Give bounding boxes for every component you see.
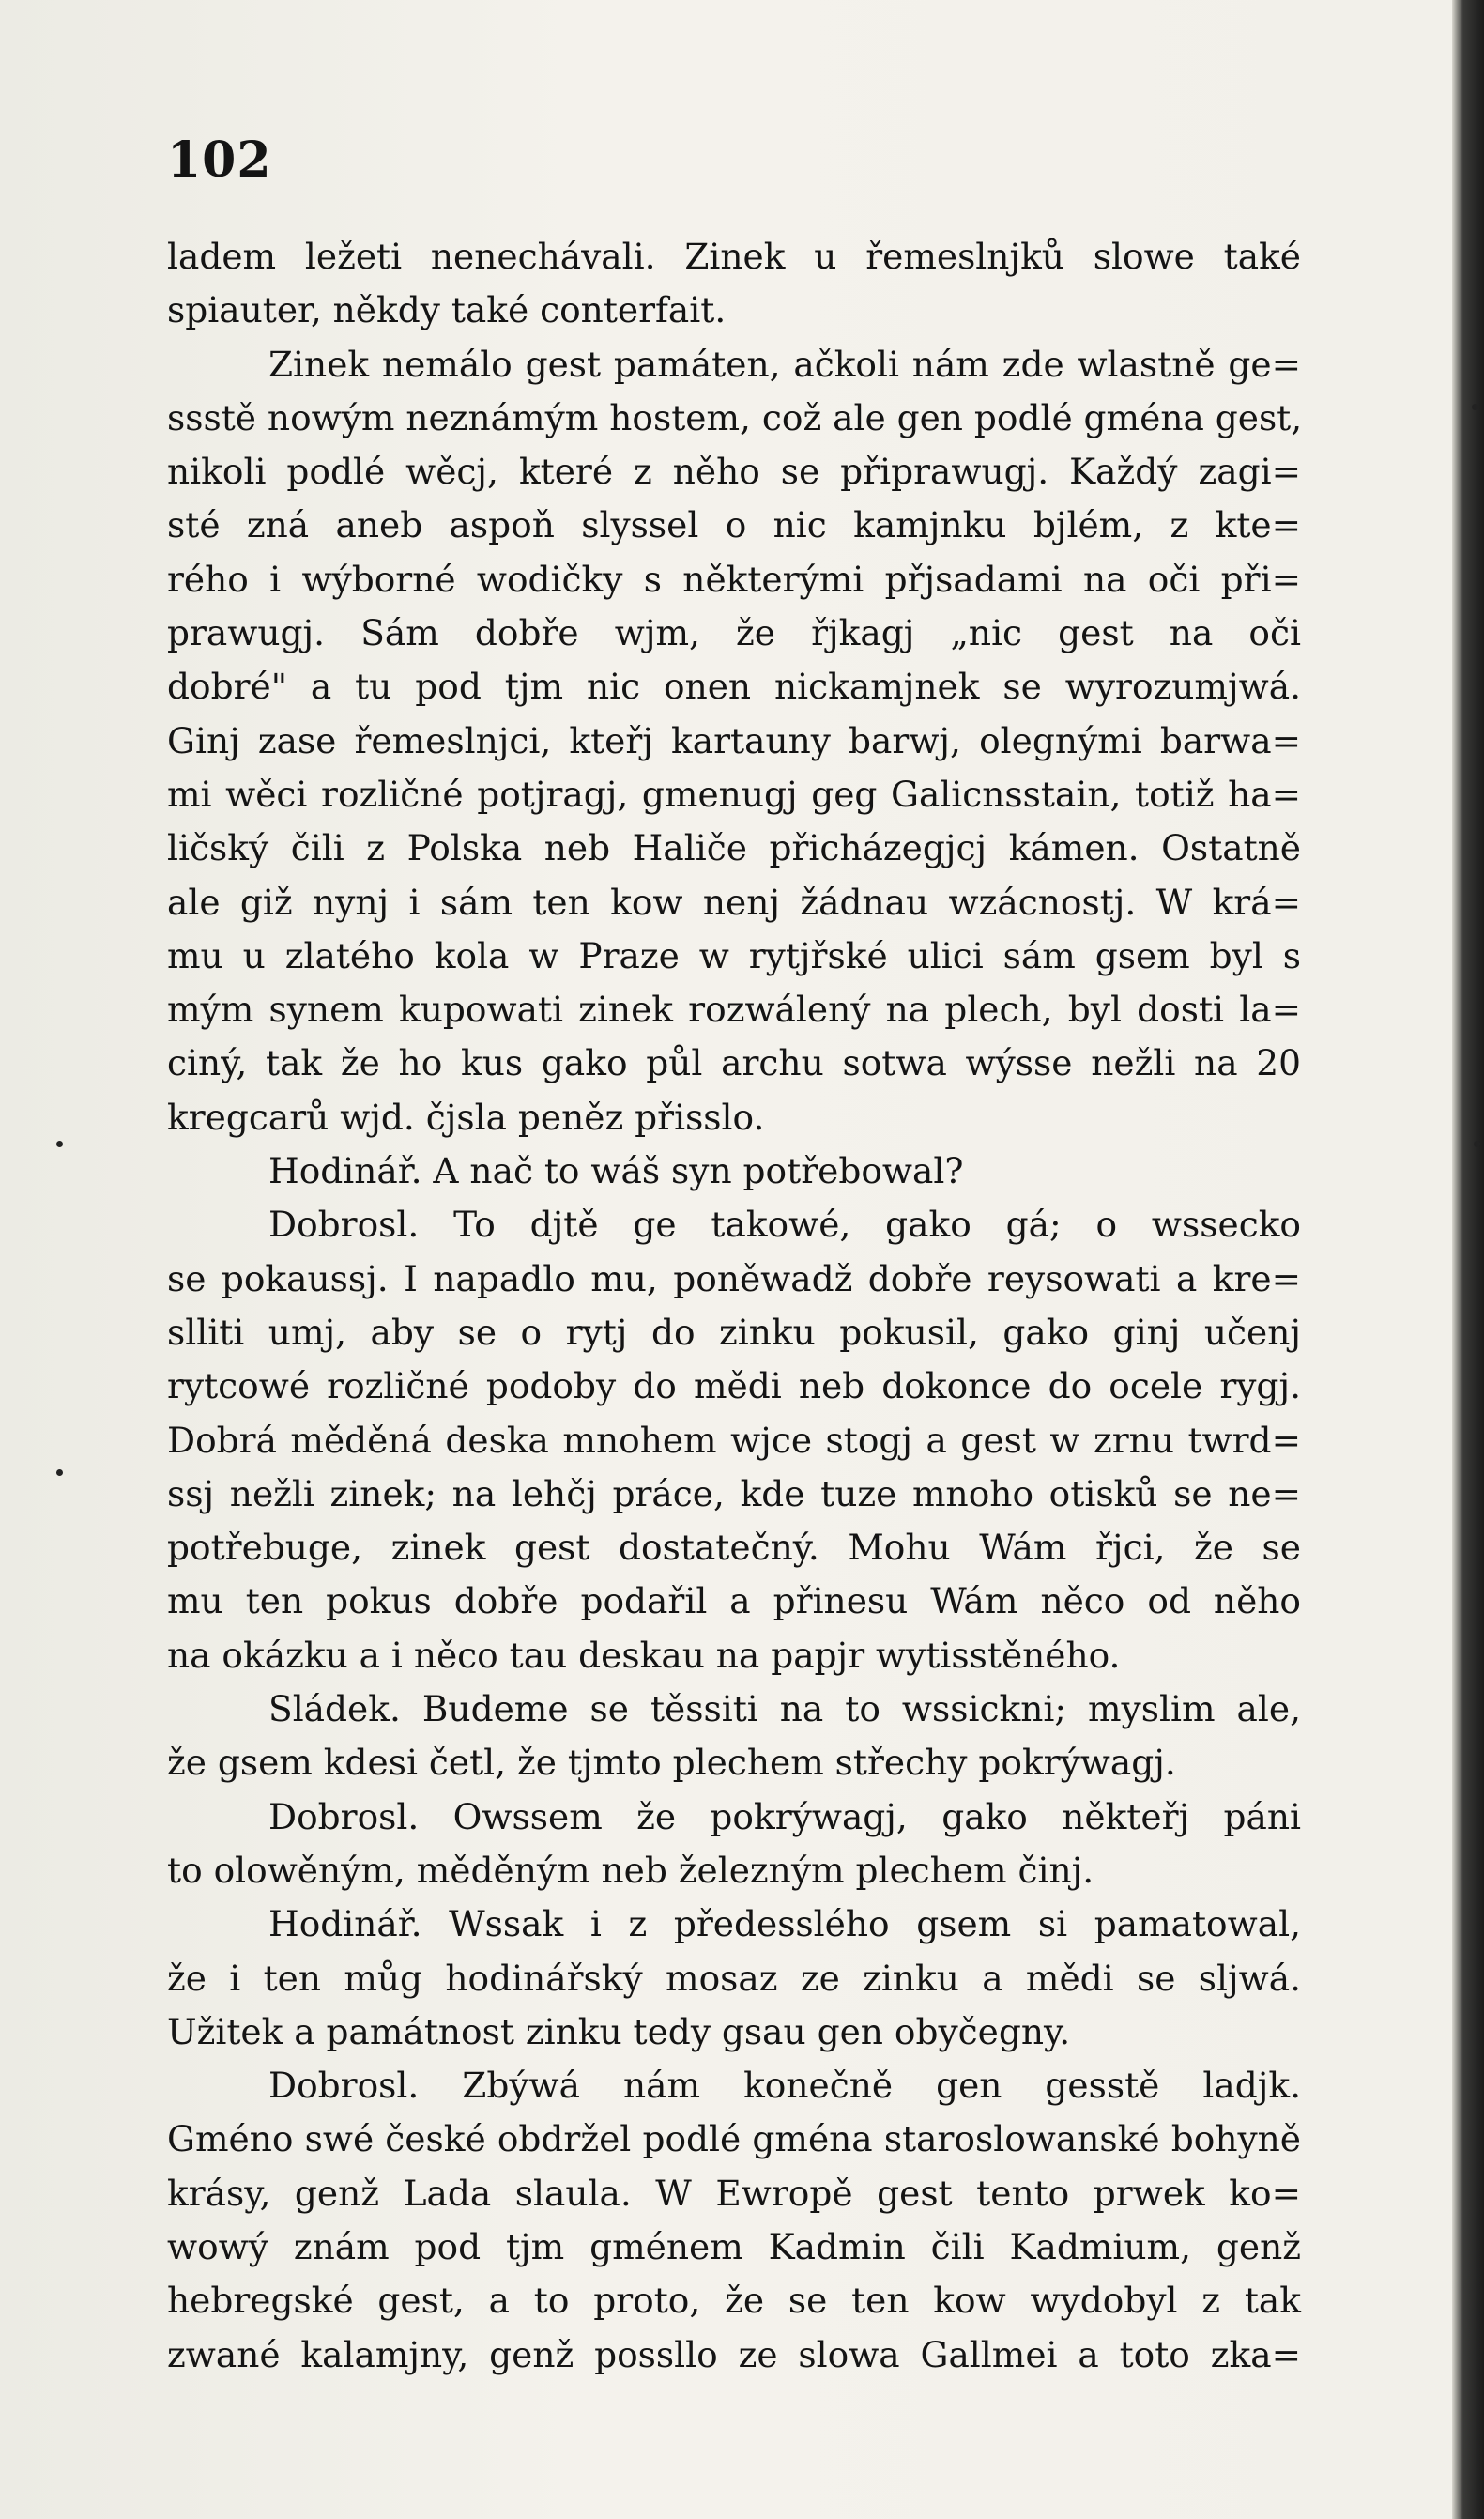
text-line: Dobrá měděná deska mnohem wjce stogj a gest w zrnu twrd= <box>167 1419 1301 1461</box>
text-line: zwané kalamjny, genž possllo ze slowa Gallmei a toto zka= <box>167 2333 1301 2375</box>
text-line: mu ten pokus dobře podařil a přinesu Wám něco od něho <box>167 1580 1301 1622</box>
text-line: Sládek. Budeme se těssiti na to wssickni; myslim ale, <box>268 1688 1301 1730</box>
text-line: ale giž nynj i sám ten kow nenj žádnau wzácnostj. W krá= <box>167 881 1301 923</box>
text-line: ladem ležeti nenechávali. Zinek u řemeslnjků slowe také <box>167 236 1301 277</box>
book-spine-shadow <box>1452 0 1484 2519</box>
text-line: mu u zlatého kola w Praze w rytjřské ulici sám gsem byl s <box>167 934 1301 976</box>
text-line: ssj nežli zinek; na lehčj práce, kde tuze mnoho otisků se ne= <box>167 1472 1301 1514</box>
text-line: nikoli podlé wěcj, které z něho se připrawugj. Každý zagi= <box>167 451 1301 493</box>
text-line: že i ten můg hodinářský mosaz ze zinku a mědi se sljwá. <box>167 1957 1301 1999</box>
text-line: wowý znám pod tjm gménem Kadmin čili Kadmium, genž <box>167 2225 1301 2267</box>
ink-speck <box>56 1469 63 1476</box>
text-line: to olowěným, měděným neb železným plechem činj. <box>167 1849 1094 1891</box>
text-line: potřebuge, zinek gest dostatečný. Mohu Wám řjci, že se <box>167 1527 1301 1569</box>
page-number: 102 <box>167 131 272 189</box>
text-line: hebregské gest, a to proto, že se ten kow wydobyl z tak <box>167 2280 1301 2322</box>
text-line: na okázku a i něco tau deskau na papjr wytisstěného. <box>167 1634 1121 1676</box>
text-line: rého i wýborné wodičky s některými přjsadami na oči při= <box>167 558 1301 600</box>
text-line: rytcowé rozličné podoby do mědi neb dokonce do ocele rygj. <box>167 1365 1301 1407</box>
text-line: Gméno swé české obdržel podlé gména staroslowanské bohyně <box>167 2118 1301 2160</box>
text-line: krásy, genž Lada slaula. W Ewropě gest tento prwek ko= <box>167 2172 1301 2214</box>
text-line: Dobrosl. Owssem že pokrýwagj, gako někteřj páni <box>268 1795 1301 1837</box>
text-line: Ginj zase řemeslnjci, kteřj kartauny barwj, olegnými barwa= <box>167 719 1301 761</box>
text-line: Hodinář. A nač to wáš syn potřebowal? <box>268 1150 964 1192</box>
text-line: Dobrosl. To djtě ge takowé, gako gá; o wssecko <box>268 1204 1301 1246</box>
text-line: mi wěci rozličné potjragj, gmenugj geg Galicnsstain, totiž ha= <box>167 773 1301 815</box>
text-line: Užitek a památnost zinku tedy gsau gen obyčegny. <box>167 2010 1071 2052</box>
text-line: ssstě nowým neznámým hostem, což ale gen podlé gména gest, <box>167 396 1303 438</box>
body-text <box>167 230 1301 2382</box>
text-line: spiauter, někdy také conterfait. <box>167 289 727 331</box>
text-line: že gsem kdesi četl, že tjmto plechem střechy pokrýwagj. <box>167 1742 1176 1784</box>
ink-speck <box>56 1141 63 1147</box>
text-line: Zinek nemálo gest památen, ačkoli nám zde wlastně ge= <box>268 343 1301 385</box>
text-line: kregcarů wjd. čjsla peněz přisslo. <box>167 1096 765 1138</box>
text-line: slliti umj, aby se o rytj do zinku pokusil, gako ginj učenj <box>167 1311 1301 1353</box>
text-line: ciný, tak že ho kus gako půl archu sotwa wýsse nežli na 20 <box>167 1042 1301 1084</box>
text-line: dobré" a tu pod tjm nic onen nickamjnek se wyrozumjwá. <box>167 666 1301 708</box>
ink-speck <box>1474 1141 1480 1147</box>
text-line: Dobrosl. Zbýwá nám konečně gen gesstě ladjk. <box>268 2065 1301 2107</box>
ink-speck <box>1472 404 1478 410</box>
text-line: ličský čili z Polska neb Haliče přicházegjcj kámen. Ostatně <box>167 827 1301 869</box>
text-line: prawugj. Sám dobře wjm, že řjkagj „nic gest na oči <box>167 612 1301 654</box>
text-line: se pokaussj. I napadlo mu, poněwadž dobře reysowati a kre= <box>167 1257 1301 1299</box>
text-line: sté zná aneb aspoň slyssel o nic kamjnku bjlém, z kte= <box>167 504 1301 546</box>
text-line: mým synem kupowati zinek rozwálený na plech, byl dosti la= <box>167 989 1301 1031</box>
text-line: Hodinář. Wssak i z předesslého gsem si pamatowal, <box>268 1903 1301 1945</box>
